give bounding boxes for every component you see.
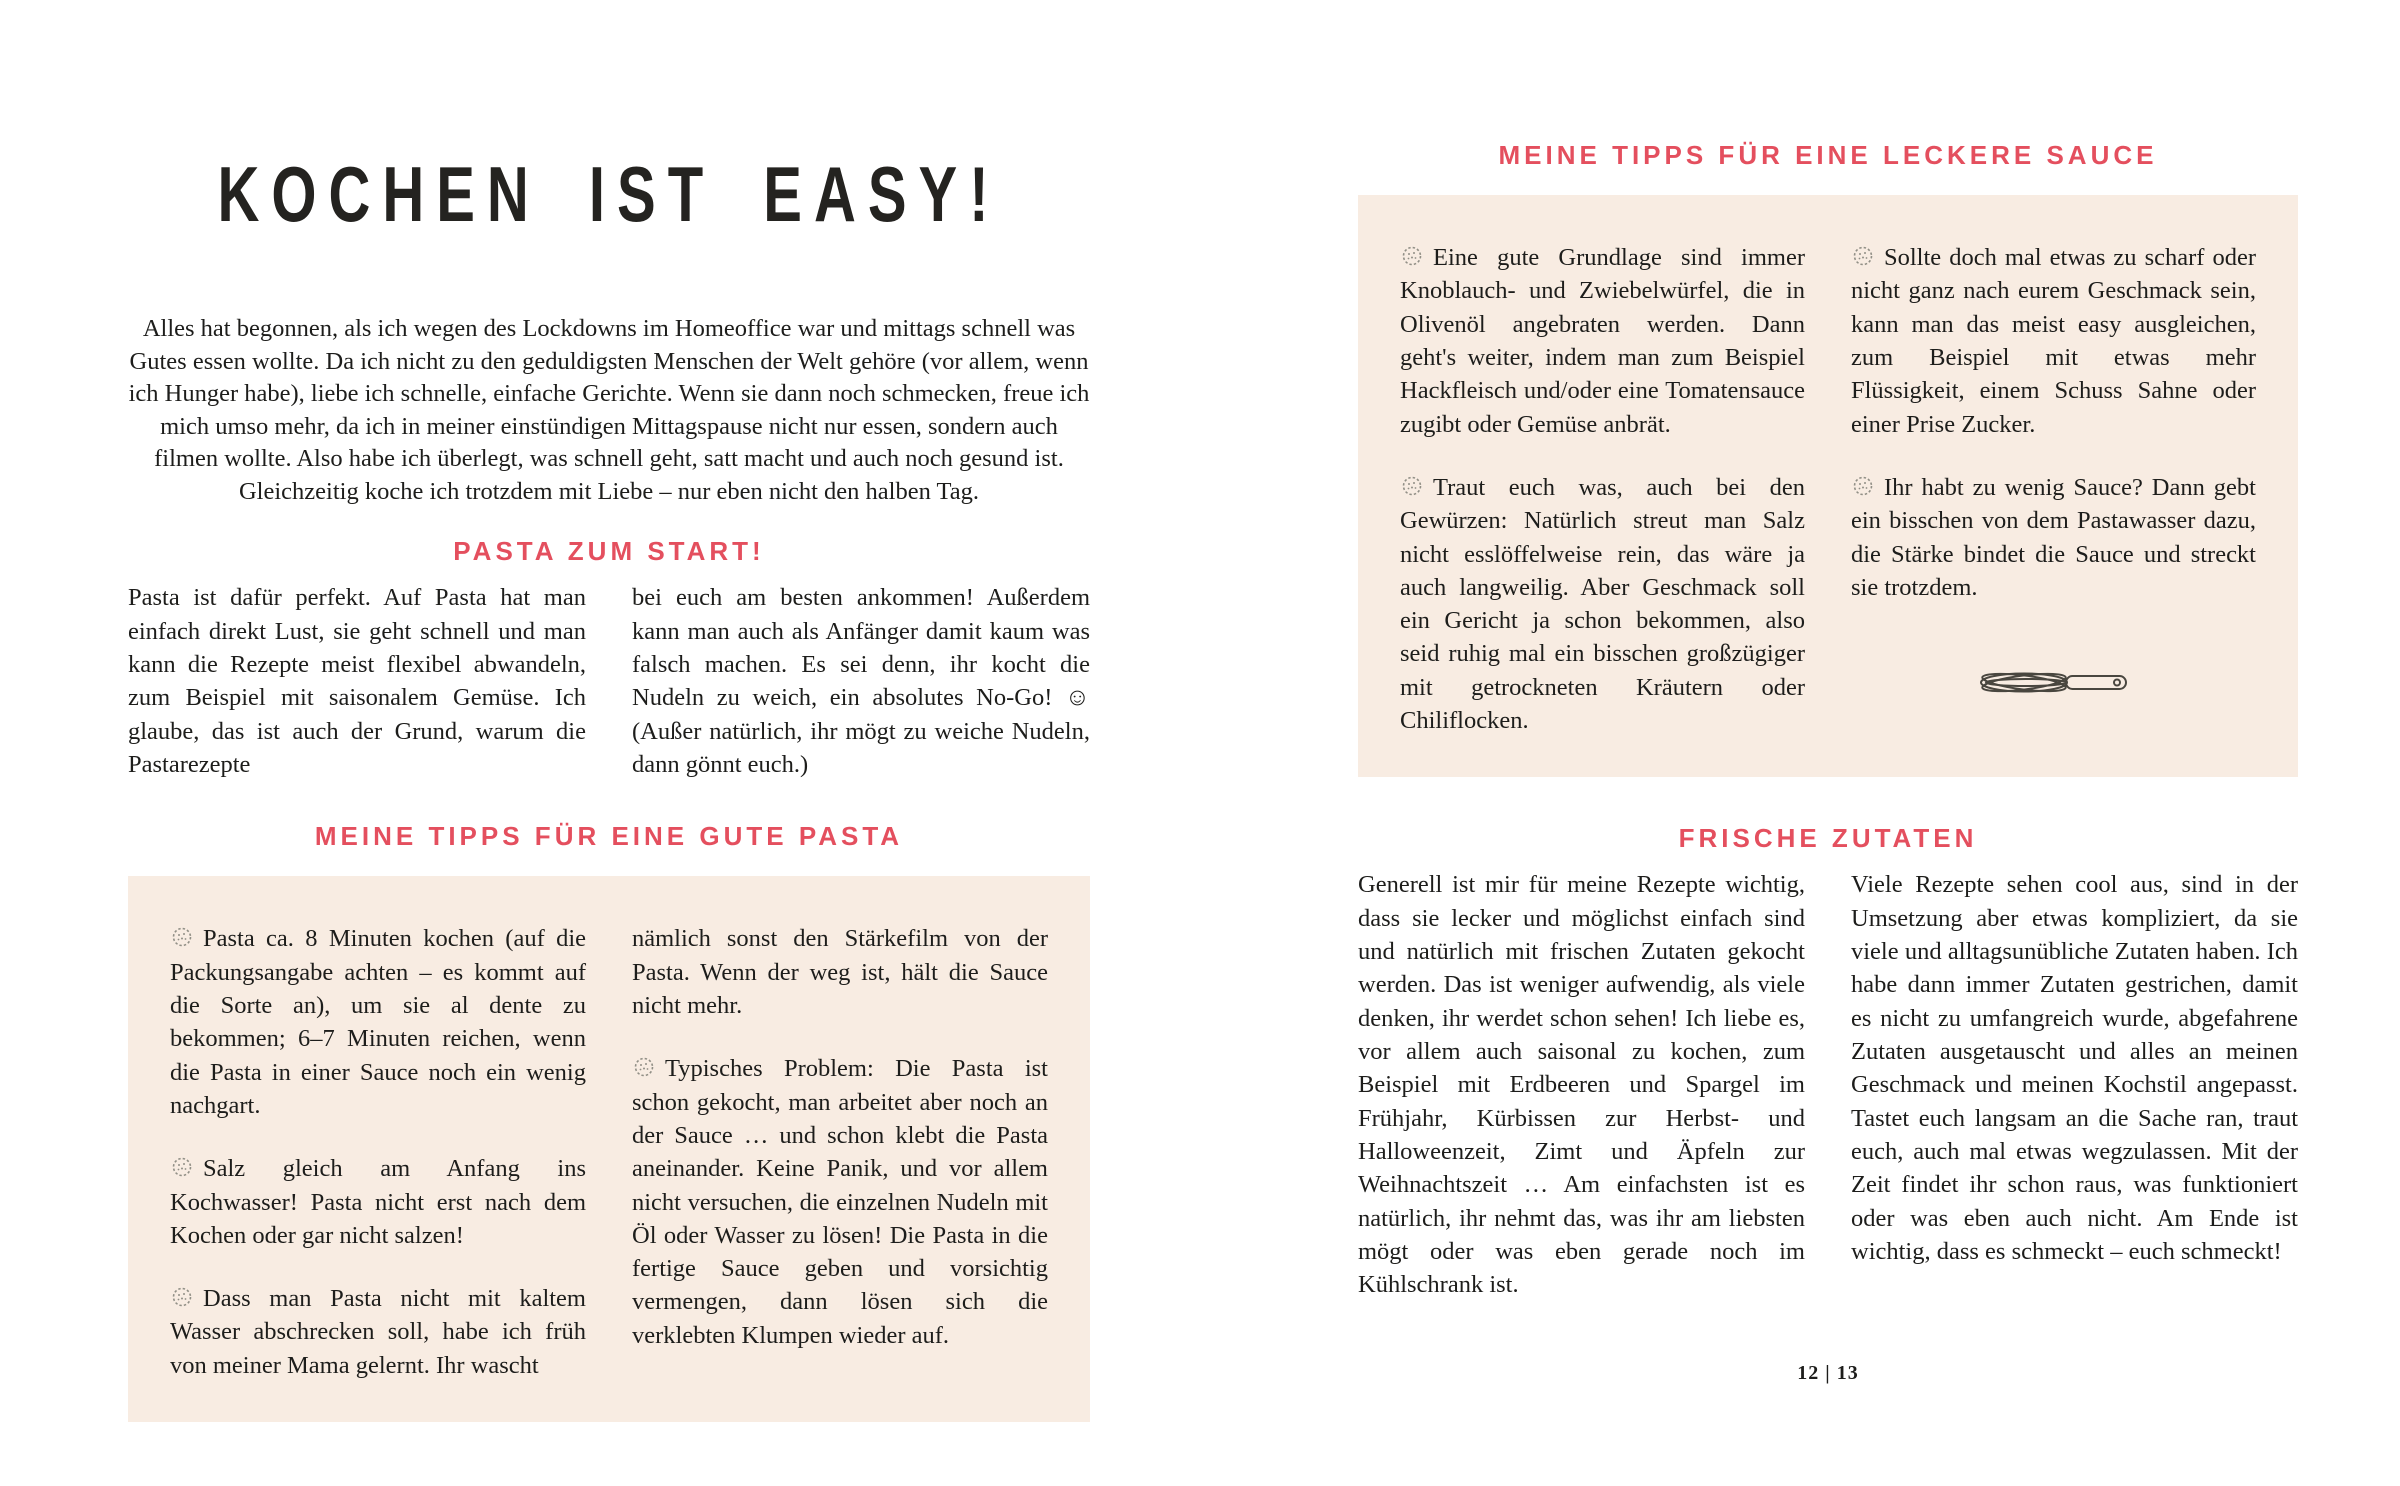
tip-item xyxy=(170,1152,586,1252)
sprinkle-ball-icon xyxy=(1400,244,1424,268)
tip-text: Typisches Problem: Die Pasta ist schon gekocht, man arbeitet aber noch an der Sauce … und schon klebt die Pasta aneinander. Keine Panik, und vor allem nicht versuchen, die einzelnen Nudeln mit Öl oder Wasser zu lösen! Die Pasta in die fertige Sauce geben und vorsichtig vermengen, dann lösen sich die verklebten Klumpen wieder auf. xyxy=(632,1055,1048,1349)
whisk-icon xyxy=(1851,660,2256,715)
tip-item xyxy=(170,922,586,1122)
pasta-tips-box xyxy=(128,876,1090,1422)
fresh-col1: Generell ist mir für meine Rezepte wichtig, dass sie lecker und möglichst einfach sind und natürlich mit frischen Zutaten gekocht werden. Das ist weniger aufwendig, als viele denken, ihr werdet schon sehen! Ich liebe es, vor allem auch saisonal zu kochen, zum Beispiel mit Erdbeeren und Spargel im Frühjahr, Kürbissen zur Herbst- und Halloweenzeit, Zimt und Äpfeln zur Weihnachtszeit … Am einfachsten ist es natürlich, ihr nehmt das, was ihr am liebsten mögt oder was eben gerade noch im Kühlschrank ist. xyxy=(1358,871,1805,1299)
left-page xyxy=(128,0,1090,1422)
tip-text: Ihr habt zu wenig Sauce? Dann gebt ein bisschen von dem Pastawasser dazu, die Stärke bindet die Sauce und streckt sie trotzdem. xyxy=(1851,473,2256,601)
right-page xyxy=(1358,0,2298,1301)
tip-text: Pasta ca. 8 Minuten kochen (auf die Packungsangabe achten – es kommt auf die Sorte an), um sie al dente zu bekommen; 6–7 Minuten reichen, wenn die Pasta in einer Sauce noch ein wenig nachgart. xyxy=(170,925,586,1119)
sauce-tips-col1 xyxy=(1400,241,1805,737)
sprinkle-ball-icon xyxy=(170,925,194,949)
tip-text: Sollte doch mal etwas zu scharf oder nicht ganz nach eurem Geschmack sein, kann man das meist easy ausgleichen, zum Beispiel mit etwas mehr Flüssigkeit, einem Schuss Sahne oder einer Prise Zucker. xyxy=(1851,244,2256,438)
tip-item xyxy=(632,1052,1048,1352)
sprinkle-ball-icon xyxy=(170,1285,194,1309)
fresh-col2: Viele Rezepte sehen cool aus, sind in der Umsetzung aber etwas kompliziert, da sie viele und alltagsunübliche Zutaten haben. Ich habe dann immer Zutaten gestrichen, damit es nicht zu umfangreich wurde, abgefahrene Zutaten ausgetauscht und alles an meinen Geschmack und meinen Kochstil angepasst. Tastet euch langsam an die Sache ran, traut euch, auch mal etwas wegzulassen. Mit der Zeit findet ihr schon raus, was funktioniert oder was eben auch nicht. Am Ende ist wichtig, dass es schmeckt – euch schmeckt! xyxy=(1851,871,2298,1265)
tip-continuation xyxy=(632,922,1048,1022)
section-heading-frische-zutaten: FRISCHE ZUTATEN xyxy=(1678,823,1978,854)
sprinkle-ball-icon xyxy=(170,1155,194,1179)
section-heading-sauce-tips: MEINE TIPPS FÜR EINE LECKERE SAUCE xyxy=(1498,140,2158,170)
pasta-tips-col1 xyxy=(170,922,586,1382)
page-title: KOCHEN IST EASY! xyxy=(217,151,1001,239)
tip-item xyxy=(1851,241,2256,441)
tip-text: Dass man Pasta nicht mit kaltem Wasser abschrecken soll, habe ich früh von meiner Mama gelernt. Ihr wascht xyxy=(170,1285,586,1379)
sauce-tips-col2 xyxy=(1851,241,2256,737)
tip-text: Salz gleich am Anfang ins Kochwasser! Pasta nicht erst nach dem Kochen oder gar nicht salzen! xyxy=(170,1155,586,1249)
sprinkle-ball-icon xyxy=(632,1055,656,1079)
tip-text: nämlich sonst den Stärkefilm von der Pasta. Wenn der weg ist, hält die Sauce nicht mehr. xyxy=(632,925,1048,1019)
tip-item xyxy=(170,1282,586,1382)
pasta-start-col2: bei euch am besten ankommen! Außerdem kann man auch als Anfänger damit kaum was falsch machen. Es sei denn, ihr kocht die Nudeln zu weich, ein absolutes No-Go! ☺ (Außer natürlich, ihr mögt zu weiche Nudeln, dann gönnt euch.) xyxy=(632,584,1090,779)
sprinkle-ball-icon xyxy=(1400,474,1424,498)
fresh-columns xyxy=(1358,868,2298,1301)
sprinkle-ball-icon xyxy=(1851,244,1875,268)
pasta-tips-col2 xyxy=(632,922,1048,1382)
tip-text: Traut euch was, auch bei den Gewürzen: Natürlich streut man Salz nicht esslöffelweise rein, das wäre ja auch langweilig. Aber Geschmack soll ein Gericht ja schon bekommen, also seid ruhig mal ein bisschen großzügiger mit getrockneten Kräutern oder Chiliflocken. xyxy=(1400,473,1805,735)
section-heading-pasta-tips: MEINE TIPPS FÜR EINE GUTE PASTA xyxy=(314,821,904,852)
intro-paragraph: Alles hat begonnen, als ich wegen des Lockdowns im Homeoffice war und mittags schnell was Gutes essen wollte. Da ich nicht zu den geduldigsten Menschen der Welt gehöre (vor allem, wenn ich Hunger habe), liebe ich schnelle, einfache Gerichte. Wenn sie dann noch schmecken, freue ich mich umso mehr, da ich in meiner einstündigen Mittagspause nicht nur essen, sondern auch filmen wollte. Also habe ich überlegt, was schnell geht, satt macht und auch noch gesund ist. Gleichzeitig koche ich trotzdem mit Liebe – nur eben nicht den halben Tag. xyxy=(128,315,1090,505)
sprinkle-ball-icon xyxy=(1851,474,1875,498)
pasta-start-col1: Pasta ist dafür perfekt. Auf Pasta hat man einfach direkt Lust, sie geht schnell und man kann die Rezepte meist flexibel abwandeln, zum Beispiel mit saisonalem Gemüse. Ich glaube, das ist auch der Grund, warum die Pastarezepte xyxy=(128,584,586,779)
pasta-start-columns xyxy=(128,581,1090,781)
tip-item xyxy=(1851,471,2256,604)
tip-item xyxy=(1400,241,1805,441)
tip-text: Eine gute Grundlage sind immer Knoblauch- und Zwiebelwürfel, die in Olivenöl angebraten werden. Dann geht's weiter, indem man zum Beispiel Hackfleisch und/oder eine Tomatensauce zugibt oder Gemüse anbrät. xyxy=(1400,244,1805,438)
sauce-tips-box xyxy=(1358,195,2298,777)
page-number: 12 | 13 xyxy=(1797,1362,1859,1384)
tip-item xyxy=(1400,471,1805,738)
section-heading-pasta-zum-start: PASTA ZUM START! xyxy=(453,536,765,567)
